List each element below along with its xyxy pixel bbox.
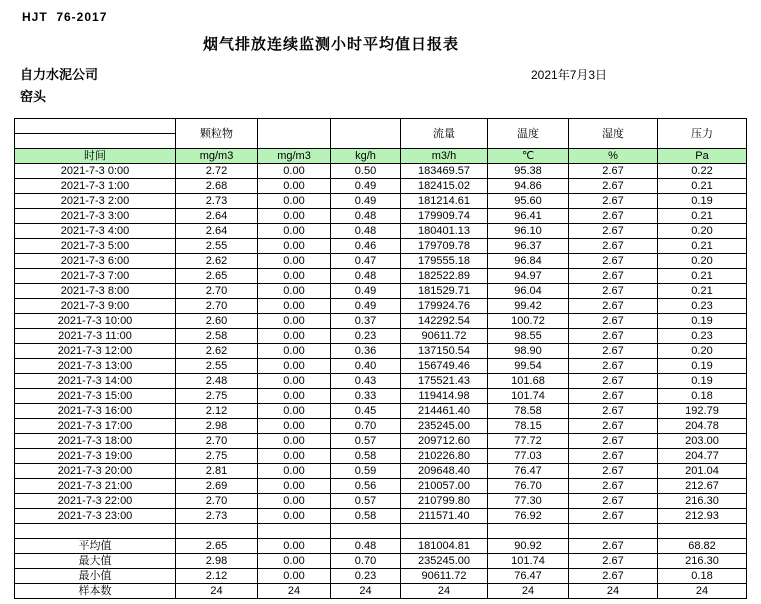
value-cell: 2.67 — [569, 254, 658, 269]
unit-flow: m3/h — [401, 149, 488, 164]
row-label-cell: 2021-7-3 15:00 — [15, 389, 176, 404]
value-cell: 2.98 — [176, 419, 258, 434]
value-cell: 235245.00 — [401, 419, 488, 434]
value-cell: 2.98 — [176, 554, 258, 569]
row-label-cell: 2021-7-3 22:00 — [15, 494, 176, 509]
monitor-point: 窑头 — [20, 89, 47, 104]
table-row — [15, 299, 747, 314]
value-cell: 0.23 — [331, 569, 401, 584]
table-row — [15, 194, 747, 209]
unit-pressure: Pa — [658, 149, 747, 164]
value-cell: 216.30 — [658, 494, 747, 509]
header-group-row — [15, 119, 747, 134]
value-cell: 2.64 — [176, 209, 258, 224]
value-cell: 2.64 — [176, 224, 258, 239]
unit-kgh: kg/h — [331, 149, 401, 164]
value-cell: 0.00 — [258, 449, 331, 464]
value-cell: 2.67 — [569, 464, 658, 479]
table-row — [15, 434, 747, 449]
value-cell: 68.82 — [658, 539, 747, 554]
value-cell: 0.00 — [258, 179, 331, 194]
value-cell: 0.48 — [331, 539, 401, 554]
row-label-cell: 2021-7-3 20:00 — [15, 464, 176, 479]
value-cell: 2.67 — [569, 449, 658, 464]
row-label-cell: 2021-7-3 23:00 — [15, 509, 176, 524]
value-cell: 0.19 — [658, 374, 747, 389]
value-cell: 96.37 — [488, 239, 569, 254]
value-cell: 94.86 — [488, 179, 569, 194]
value-cell: 76.70 — [488, 479, 569, 494]
header-pressure: 压力 — [658, 119, 747, 149]
value-cell: 2.69 — [176, 479, 258, 494]
value-cell: 0.70 — [331, 554, 401, 569]
value-cell: 78.58 — [488, 404, 569, 419]
value-cell: 0.00 — [258, 479, 331, 494]
value-cell: 0.49 — [331, 179, 401, 194]
value-cell: 0.40 — [331, 359, 401, 374]
row-label-cell: 2021-7-3 21:00 — [15, 479, 176, 494]
row-label-cell: 2021-7-3 13:00 — [15, 359, 176, 374]
value-cell: 0.00 — [258, 254, 331, 269]
row-label-cell: 2021-7-3 5:00 — [15, 239, 176, 254]
table-row — [15, 329, 747, 344]
table-row — [15, 359, 747, 374]
value-cell: 0.48 — [331, 224, 401, 239]
value-cell: 0.23 — [331, 329, 401, 344]
value-cell: 210057.00 — [401, 479, 488, 494]
value-cell: 24 — [258, 584, 331, 599]
table-row — [15, 509, 747, 524]
value-cell: 2.67 — [569, 479, 658, 494]
value-cell: 182415.02 — [401, 179, 488, 194]
value-cell: 181529.71 — [401, 284, 488, 299]
row-label-cell: 2021-7-3 3:00 — [15, 209, 176, 224]
value-cell: 0.49 — [331, 299, 401, 314]
value-cell — [658, 524, 747, 539]
unit-pm-2: mg/m3 — [258, 149, 331, 164]
value-cell: 175521.43 — [401, 374, 488, 389]
value-cell: 0.48 — [331, 269, 401, 284]
header-humidity: 湿度 — [569, 119, 658, 149]
value-cell: 2.70 — [176, 284, 258, 299]
value-cell: 77.72 — [488, 434, 569, 449]
row-label-cell: 2021-7-3 0:00 — [15, 164, 176, 179]
value-cell: 0.00 — [258, 554, 331, 569]
value-cell: 0.21 — [658, 269, 747, 284]
row-label-cell: 2021-7-3 1:00 — [15, 179, 176, 194]
value-cell: 2.65 — [176, 539, 258, 554]
value-cell: 2.67 — [569, 284, 658, 299]
value-cell: 2.72 — [176, 164, 258, 179]
header-particulate: 颗粒物 — [176, 119, 258, 149]
value-cell: 180401.13 — [401, 224, 488, 239]
value-cell: 24 — [176, 584, 258, 599]
unit-humidity: % — [569, 149, 658, 164]
value-cell: 2.58 — [176, 329, 258, 344]
standard-code: HJT 76-2017 — [22, 10, 108, 24]
value-cell: 96.84 — [488, 254, 569, 269]
header-temperature: 温度 — [488, 119, 569, 149]
value-cell: 2.70 — [176, 434, 258, 449]
value-cell: 0.20 — [658, 224, 747, 239]
table-row — [15, 389, 747, 404]
value-cell: 0.45 — [331, 404, 401, 419]
value-cell: 0.00 — [258, 509, 331, 524]
value-cell: 0.23 — [658, 299, 747, 314]
row-label-cell: 2021-7-3 6:00 — [15, 254, 176, 269]
value-cell: 0.36 — [331, 344, 401, 359]
value-cell: 96.41 — [488, 209, 569, 224]
value-cell: 179709.78 — [401, 239, 488, 254]
value-cell: 2.62 — [176, 254, 258, 269]
spacer-row — [15, 524, 747, 539]
value-cell: 2.67 — [569, 359, 658, 374]
row-label-cell: 2021-7-3 12:00 — [15, 344, 176, 359]
value-cell: 78.15 — [488, 419, 569, 434]
value-cell: 2.70 — [176, 494, 258, 509]
value-cell: 203.00 — [658, 434, 747, 449]
report-table — [14, 118, 747, 599]
value-cell: 2.60 — [176, 314, 258, 329]
value-cell: 2.67 — [569, 434, 658, 449]
time-column-label: 时间 — [15, 149, 176, 164]
unit-temperature: ℃ — [488, 149, 569, 164]
report-date: 2021年7月3日 — [531, 68, 608, 82]
value-cell: 2.67 — [569, 569, 658, 584]
value-cell: 2.67 — [569, 419, 658, 434]
value-cell: 2.55 — [176, 239, 258, 254]
report-title: 烟气排放连续监测小时平均值日报表 — [202, 36, 459, 53]
value-cell: 76.47 — [488, 464, 569, 479]
value-cell: 0.00 — [258, 359, 331, 374]
value-cell: 0.49 — [331, 194, 401, 209]
value-cell: 2.67 — [569, 209, 658, 224]
row-label-cell: 最小值 — [15, 569, 176, 584]
value-cell: 0.58 — [331, 509, 401, 524]
row-label-cell: 样本数 — [15, 584, 176, 599]
value-cell: 2.12 — [176, 569, 258, 584]
value-cell: 2.67 — [569, 539, 658, 554]
value-cell: 99.54 — [488, 359, 569, 374]
value-cell: 2.67 — [569, 554, 658, 569]
value-cell: 0.19 — [658, 194, 747, 209]
value-cell: 0.19 — [658, 314, 747, 329]
row-label-cell: 2021-7-3 16:00 — [15, 404, 176, 419]
value-cell: 0.20 — [658, 254, 747, 269]
value-cell: 0.18 — [658, 569, 747, 584]
table-row — [15, 254, 747, 269]
value-cell: 204.78 — [658, 419, 747, 434]
value-cell: 216.30 — [658, 554, 747, 569]
value-cell: 0.20 — [658, 344, 747, 359]
value-cell: 0.00 — [258, 164, 331, 179]
row-label-cell: 平均值 — [15, 539, 176, 554]
row-label-cell: 2021-7-3 9:00 — [15, 299, 176, 314]
value-cell: 0.00 — [258, 284, 331, 299]
value-cell: 2.67 — [569, 404, 658, 419]
value-cell: 0.00 — [258, 464, 331, 479]
value-cell: 2.67 — [569, 389, 658, 404]
value-cell: 0.00 — [258, 404, 331, 419]
value-cell: 24 — [569, 584, 658, 599]
header-empty-2 — [331, 119, 401, 149]
value-cell: 0.21 — [658, 284, 747, 299]
value-cell: 156749.46 — [401, 359, 488, 374]
value-cell: 2.67 — [569, 164, 658, 179]
value-cell — [401, 524, 488, 539]
row-label-cell: 最大值 — [15, 554, 176, 569]
value-cell: 181004.81 — [401, 539, 488, 554]
value-cell: 0.00 — [258, 494, 331, 509]
summary-row — [15, 539, 747, 554]
value-cell: 24 — [331, 584, 401, 599]
row-label-cell: 2021-7-3 4:00 — [15, 224, 176, 239]
value-cell: 0.00 — [258, 329, 331, 344]
table-row — [15, 284, 747, 299]
value-cell: 2.67 — [569, 494, 658, 509]
value-cell: 0.00 — [258, 389, 331, 404]
value-cell: 0.00 — [258, 224, 331, 239]
value-cell: 0.18 — [658, 389, 747, 404]
value-cell: 119414.98 — [401, 389, 488, 404]
table-row — [15, 419, 747, 434]
value-cell: 2.67 — [569, 269, 658, 284]
value-cell: 214461.40 — [401, 404, 488, 419]
value-cell: 204.77 — [658, 449, 747, 464]
row-label-cell: 2021-7-3 11:00 — [15, 329, 176, 344]
value-cell: 90.92 — [488, 539, 569, 554]
value-cell: 210799.80 — [401, 494, 488, 509]
value-cell: 2.70 — [176, 299, 258, 314]
value-cell: 0.43 — [331, 374, 401, 389]
table-row — [15, 344, 747, 359]
value-cell: 2.75 — [176, 389, 258, 404]
value-cell: 2.67 — [569, 299, 658, 314]
value-cell: 0.00 — [258, 269, 331, 284]
row-label-cell: 2021-7-3 10:00 — [15, 314, 176, 329]
table-row — [15, 314, 747, 329]
table-row — [15, 404, 747, 419]
value-cell: 0.00 — [258, 344, 331, 359]
value-cell: 2.68 — [176, 179, 258, 194]
value-cell: 2.67 — [569, 344, 658, 359]
value-cell: 2.62 — [176, 344, 258, 359]
value-cell: 77.03 — [488, 449, 569, 464]
value-cell: 0.48 — [331, 209, 401, 224]
value-cell: 192.79 — [658, 404, 747, 419]
value-cell: 211571.40 — [401, 509, 488, 524]
header-empty-1 — [258, 119, 331, 149]
row-label-cell: 2021-7-3 2:00 — [15, 194, 176, 209]
value-cell: 0.21 — [658, 209, 747, 224]
value-cell: 0.23 — [658, 329, 747, 344]
value-cell: 212.93 — [658, 509, 747, 524]
value-cell: 2.55 — [176, 359, 258, 374]
summary-row — [15, 569, 747, 584]
value-cell: 24 — [658, 584, 747, 599]
value-cell: 0.00 — [258, 434, 331, 449]
value-cell: 0.21 — [658, 239, 747, 254]
value-cell: 100.72 — [488, 314, 569, 329]
value-cell: 2.67 — [569, 224, 658, 239]
value-cell: 24 — [401, 584, 488, 599]
value-cell: 0.46 — [331, 239, 401, 254]
value-cell: 201.04 — [658, 464, 747, 479]
value-cell: 2.73 — [176, 509, 258, 524]
row-label-cell: 2021-7-3 17:00 — [15, 419, 176, 434]
value-cell: 0.22 — [658, 164, 747, 179]
value-cell — [569, 524, 658, 539]
table-row — [15, 464, 747, 479]
row-label-cell: 2021-7-3 19:00 — [15, 449, 176, 464]
summary-row — [15, 554, 747, 569]
row-label-cell — [15, 524, 176, 539]
value-cell: 0.00 — [258, 299, 331, 314]
value-cell: 94.97 — [488, 269, 569, 284]
value-cell: 0.00 — [258, 419, 331, 434]
value-cell: 95.60 — [488, 194, 569, 209]
value-cell: 179909.74 — [401, 209, 488, 224]
value-cell: 2.67 — [569, 314, 658, 329]
value-cell: 209712.60 — [401, 434, 488, 449]
value-cell: 2.48 — [176, 374, 258, 389]
value-cell: 0.47 — [331, 254, 401, 269]
header-corner-cell — [15, 119, 176, 134]
value-cell: 98.55 — [488, 329, 569, 344]
table-row — [15, 179, 747, 194]
value-cell: 2.67 — [569, 179, 658, 194]
header-corner-cell-2 — [15, 134, 176, 149]
value-cell: 2.81 — [176, 464, 258, 479]
value-cell: 210226.80 — [401, 449, 488, 464]
value-cell: 179924.76 — [401, 299, 488, 314]
table-row — [15, 209, 747, 224]
value-cell: 90611.72 — [401, 569, 488, 584]
value-cell: 0.37 — [331, 314, 401, 329]
value-cell: 101.74 — [488, 554, 569, 569]
table-row — [15, 239, 747, 254]
table-row — [15, 164, 747, 179]
value-cell: 96.04 — [488, 284, 569, 299]
value-cell: 90611.72 — [401, 329, 488, 344]
value-cell: 0.70 — [331, 419, 401, 434]
value-cell — [488, 524, 569, 539]
table-row — [15, 494, 747, 509]
company-name: 自力水泥公司 — [20, 67, 99, 82]
value-cell: 0.00 — [258, 239, 331, 254]
value-cell: 209648.40 — [401, 464, 488, 479]
value-cell: 0.49 — [331, 284, 401, 299]
value-cell: 235245.00 — [401, 554, 488, 569]
value-cell: 0.00 — [258, 539, 331, 554]
row-label-cell: 2021-7-3 7:00 — [15, 269, 176, 284]
value-cell: 0.00 — [258, 209, 331, 224]
value-cell: 179555.18 — [401, 254, 488, 269]
value-cell: 0.50 — [331, 164, 401, 179]
value-cell: 0.57 — [331, 434, 401, 449]
table-row — [15, 224, 747, 239]
table-row — [15, 374, 747, 389]
table-row — [15, 269, 747, 284]
value-cell: 24 — [488, 584, 569, 599]
value-cell: 0.33 — [331, 389, 401, 404]
value-cell: 95.38 — [488, 164, 569, 179]
unit-row — [15, 149, 747, 164]
value-cell: 0.19 — [658, 359, 747, 374]
value-cell: 0.21 — [658, 179, 747, 194]
value-cell: 101.68 — [488, 374, 569, 389]
table-row — [15, 449, 747, 464]
value-cell: 101.74 — [488, 389, 569, 404]
value-cell: 0.00 — [258, 374, 331, 389]
row-label-cell: 2021-7-3 8:00 — [15, 284, 176, 299]
value-cell: 0.58 — [331, 449, 401, 464]
value-cell: 142292.54 — [401, 314, 488, 329]
value-cell — [331, 524, 401, 539]
value-cell: 0.00 — [258, 194, 331, 209]
value-cell: 182522.89 — [401, 269, 488, 284]
value-cell: 2.67 — [569, 239, 658, 254]
value-cell: 0.56 — [331, 479, 401, 494]
value-cell: 2.75 — [176, 449, 258, 464]
value-cell: 98.90 — [488, 344, 569, 359]
value-cell: 2.65 — [176, 269, 258, 284]
value-cell: 137150.54 — [401, 344, 488, 359]
value-cell: 76.47 — [488, 569, 569, 584]
value-cell: 76.92 — [488, 509, 569, 524]
value-cell: 99.42 — [488, 299, 569, 314]
value-cell — [258, 524, 331, 539]
value-cell: 96.10 — [488, 224, 569, 239]
value-cell: 2.67 — [569, 374, 658, 389]
row-label-cell: 2021-7-3 14:00 — [15, 374, 176, 389]
value-cell: 2.67 — [569, 329, 658, 344]
value-cell: 2.73 — [176, 194, 258, 209]
value-cell: 0.57 — [331, 494, 401, 509]
value-cell — [176, 524, 258, 539]
value-cell: 2.67 — [569, 509, 658, 524]
table-row — [15, 479, 747, 494]
report-table-body — [15, 119, 747, 599]
value-cell: 212.67 — [658, 479, 747, 494]
value-cell: 181214.61 — [401, 194, 488, 209]
value-cell: 2.12 — [176, 404, 258, 419]
value-cell: 0.00 — [258, 314, 331, 329]
unit-pm: mg/m3 — [176, 149, 258, 164]
summary-row — [15, 584, 747, 599]
value-cell: 183469.57 — [401, 164, 488, 179]
header-flow: 流量 — [401, 119, 488, 149]
value-cell: 0.59 — [331, 464, 401, 479]
value-cell: 0.00 — [258, 569, 331, 584]
value-cell: 2.67 — [569, 194, 658, 209]
value-cell: 77.30 — [488, 494, 569, 509]
row-label-cell: 2021-7-3 18:00 — [15, 434, 176, 449]
